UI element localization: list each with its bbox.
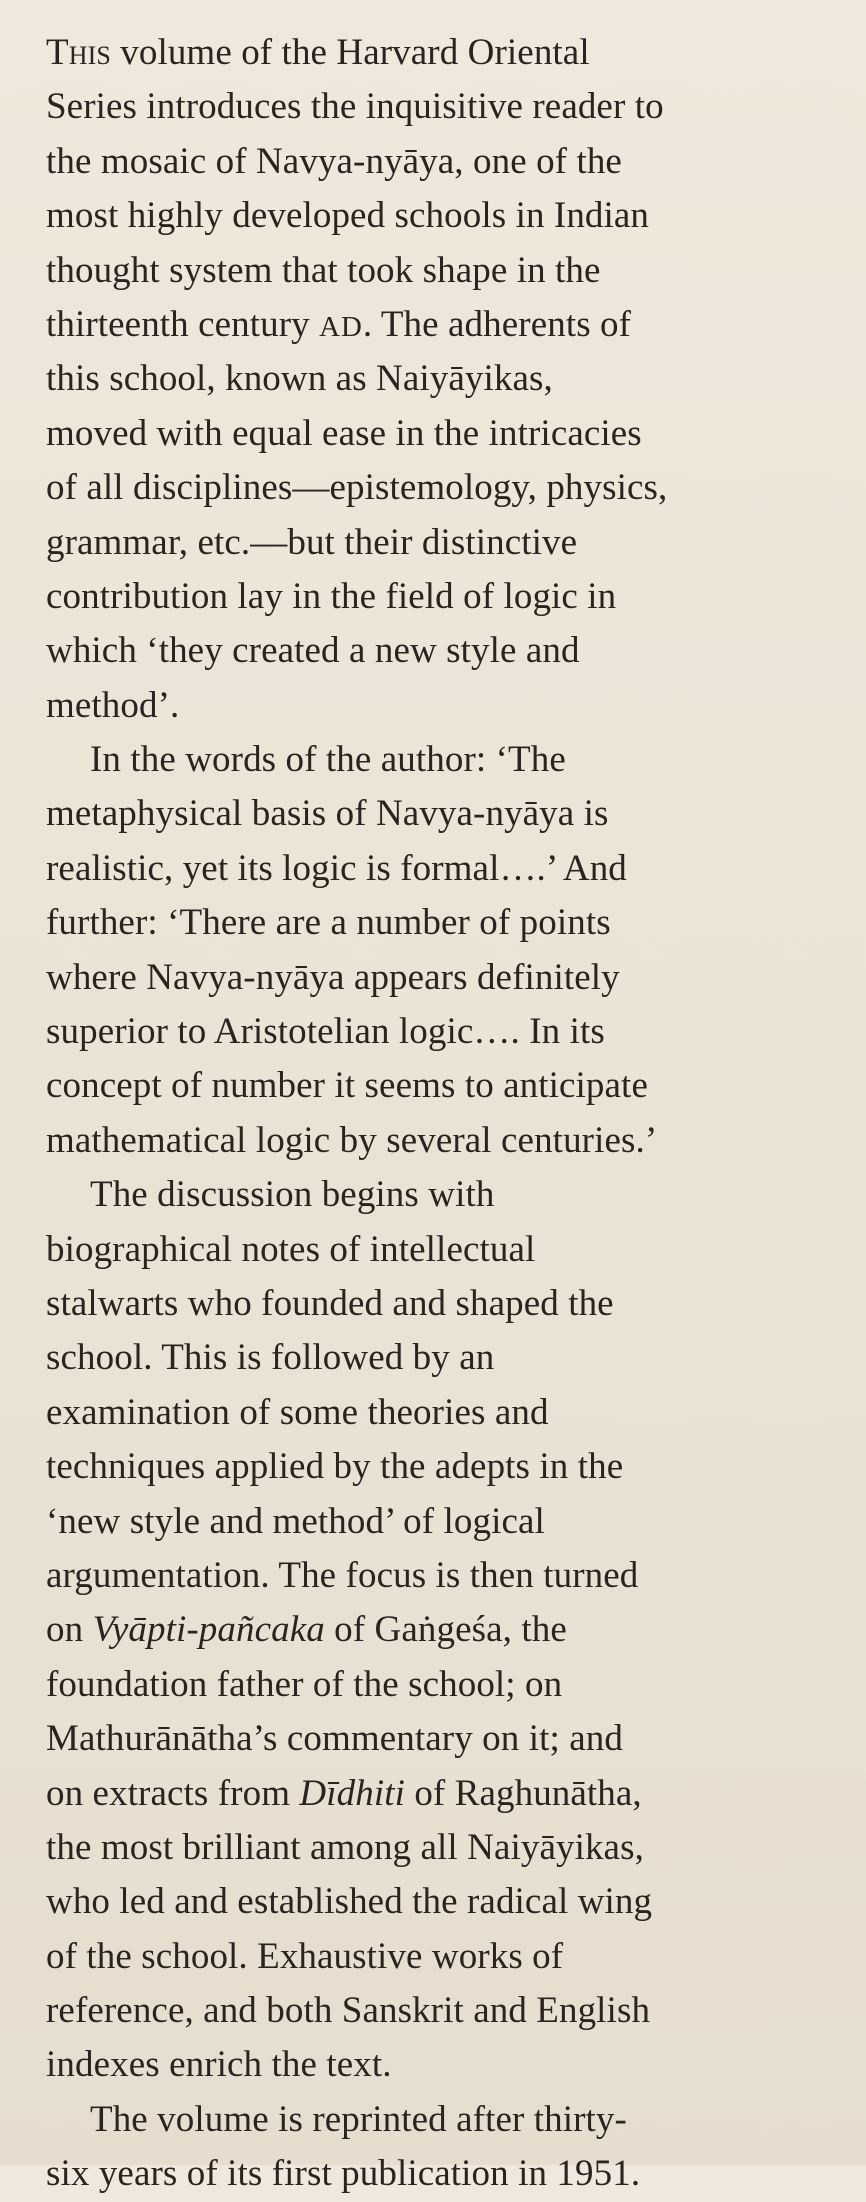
text-line: further: ‘There are a number of points — [46, 902, 611, 944]
text-line: method’. — [46, 684, 180, 726]
text-line: techniques applied by the adepts in the — [46, 1446, 624, 1488]
text-line: reference, and both Sanskrit and English — [46, 1990, 651, 2032]
paragraph-intro — [46, 26, 846, 733]
text-line: realistic, yet its logic is formal….’ And — [46, 847, 627, 889]
text-line: Mathurānātha’s commentary on it; and — [46, 1718, 623, 1760]
text-line: the mosaic of Navya-nyāya, one of the — [46, 140, 622, 182]
text-line: where Navya-nyāya appears definitely — [46, 956, 620, 998]
text-line: stalwarts who founded and shaped the — [46, 1282, 614, 1324]
text-line: grammar, etc.—but their distinctive — [46, 521, 578, 563]
text-line: The discussion begins with — [90, 1174, 495, 1216]
text-line: In the words of the author: ‘The — [90, 739, 566, 781]
text-line: This volume of the Harvard Oriental — [46, 32, 590, 73]
opening-small-caps: This — [46, 32, 111, 73]
text-line: concept of number it seems to anticipate — [46, 1065, 648, 1107]
text-line: six years of its first publication in 1951. — [46, 2153, 641, 2195]
text-line: foundation father of the school; on — [46, 1663, 563, 1705]
era-abbreviation: AD — [319, 310, 363, 343]
work-title-vyapti-pancaka: Vyāpti-pañcaka — [92, 1609, 325, 1651]
text-line: ‘new style and method’ of logical — [46, 1500, 545, 1542]
text-line: examination of some theories and — [46, 1391, 549, 1433]
text-line: superior to Aristotelian logic…. In its — [46, 1011, 605, 1053]
paragraph-contents — [46, 1168, 846, 2093]
text-line: argumentation. The focus is then turned — [46, 1554, 639, 1596]
text-line: on Vyāpti-pañcaka of Gaṅgeśa, the — [46, 1609, 567, 1651]
text-line: thirteenth century AD. The adherents of — [46, 303, 632, 345]
text-line: contribution lay in the field of logic in — [46, 575, 617, 617]
text-line: on extracts from Dīdhiti of Raghunātha, — [46, 1772, 642, 1814]
text-line: moved with equal ease in the intricacies — [46, 412, 642, 454]
text-line: indexes enrich the text. — [46, 2044, 392, 2086]
text-line: who led and established the radical wing — [46, 1881, 653, 1923]
text-line: The volume is reprinted after thirty- — [90, 2098, 627, 2140]
text-line: school. This is followed by an — [46, 1337, 495, 1379]
text-line: this school, known as Naiyāyikas, — [46, 358, 553, 400]
text-line: biographical notes of intellectual — [46, 1228, 536, 1270]
paragraph-reprint-note — [46, 2093, 846, 2202]
text-line: the most brilliant among all Naiyāyikas, — [46, 1826, 644, 1868]
paragraph-author-quote — [46, 733, 846, 1168]
text-line: most highly developed schools in Indian — [46, 195, 650, 237]
text-line: metaphysical basis of Navya-nyāya is — [46, 793, 609, 835]
work-title-didhiti: Dīdhiti — [299, 1772, 405, 1814]
text-line: mathematical logic by several centuries.’ — [46, 1119, 658, 1161]
text-line: which ‘they created a new style and — [46, 630, 580, 672]
text-line: of all disciplines—epistemology, physics, — [46, 467, 668, 509]
jacket-blurb-text — [46, 26, 846, 2202]
text-line: thought system that took shape in the — [46, 249, 601, 291]
text-line: Series introduces the inquisitive reader to — [46, 86, 664, 128]
text-line: of the school. Exhaustive works of — [46, 1935, 564, 1977]
